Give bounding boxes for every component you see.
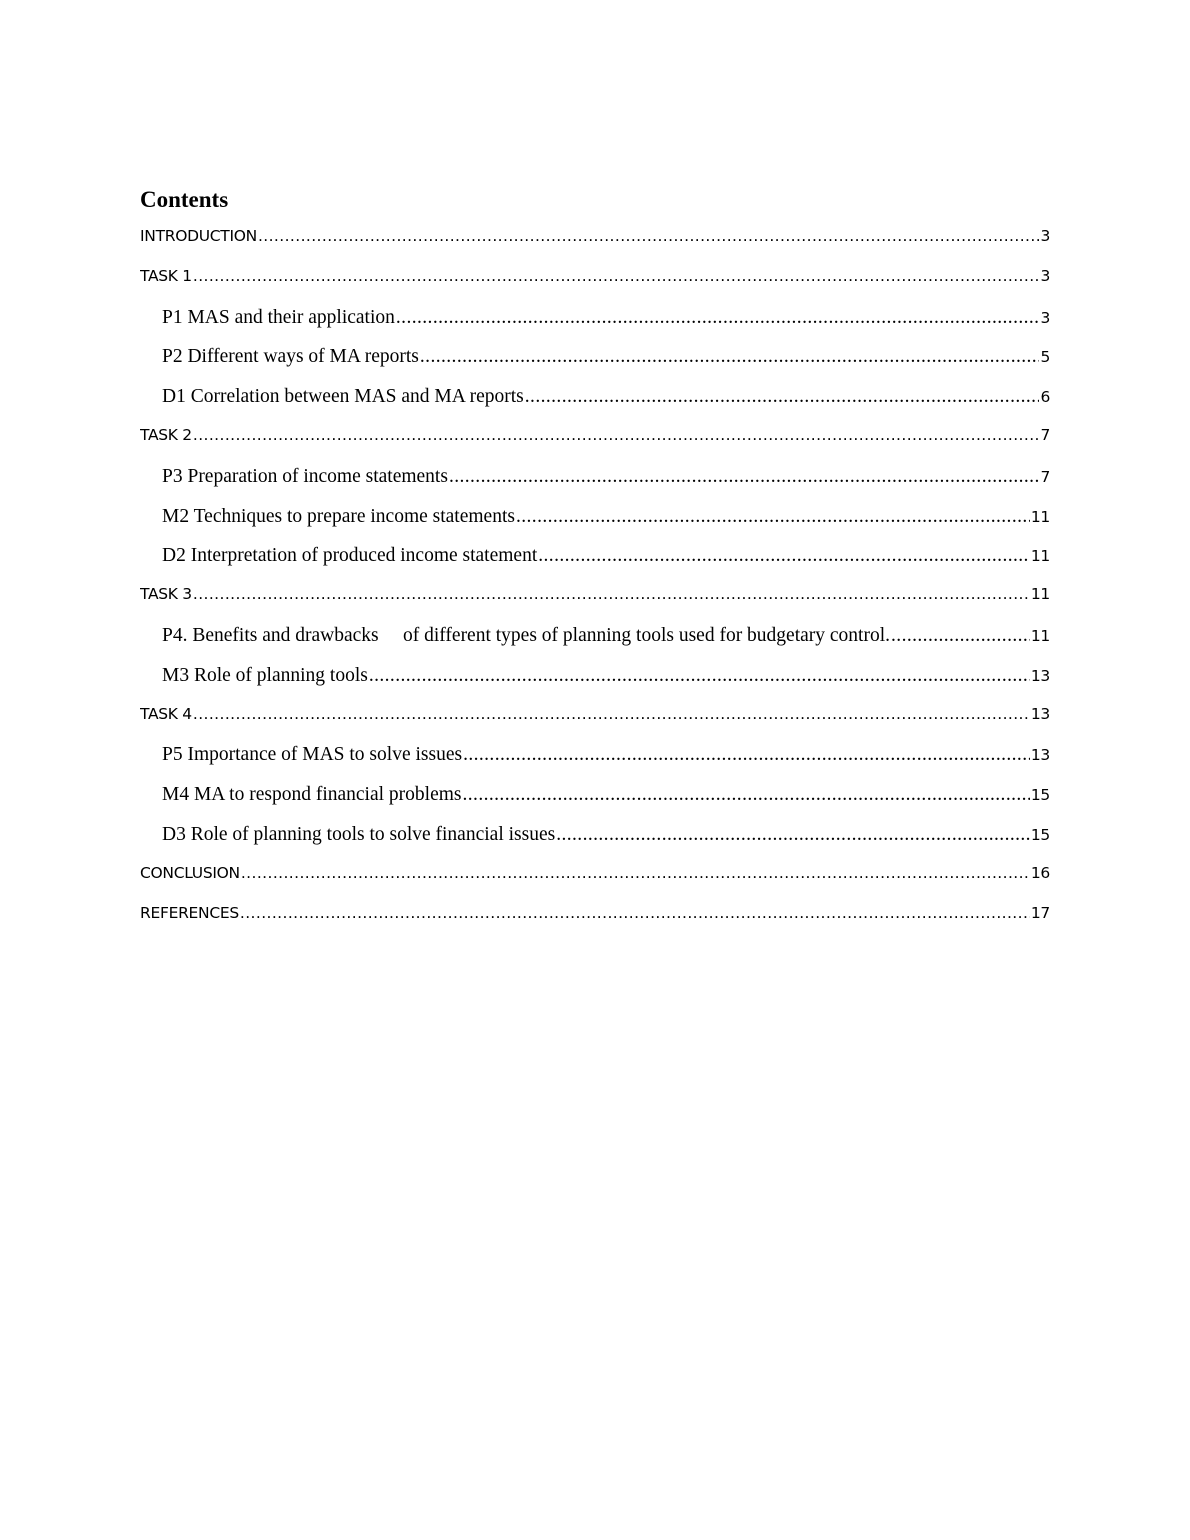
toc-entry[interactable]: [140, 864, 1050, 904]
toc-entry-title: REFERENCES: [140, 903, 239, 922]
toc-dot-leader: [193, 705, 1030, 723]
toc-dot-leader: [396, 307, 1040, 329]
toc-entry[interactable]: [140, 545, 1050, 585]
toc-page-number: 5: [1040, 348, 1050, 367]
toc-entry[interactable]: [140, 466, 1050, 506]
toc-page-number: 13: [1030, 666, 1050, 685]
toc-entry-title: CONCLUSION: [140, 863, 240, 882]
toc-dot-leader: [525, 386, 1040, 408]
toc-entry-title: TASK 3: [140, 585, 192, 604]
toc-entry[interactable]: [140, 665, 1050, 705]
toc-entry-title: TASK 4: [140, 704, 192, 723]
toc-page-number: 3: [1040, 227, 1050, 245]
toc-dot-leader: [538, 545, 1030, 567]
toc-entry-title: INTRODUCTION: [140, 227, 257, 245]
toc-dot-leader: [449, 466, 1040, 488]
toc-dot-leader: [516, 506, 1030, 528]
document-page: [140, 186, 1050, 943]
toc-dot-leader: [463, 784, 1030, 806]
toc-entry[interactable]: [140, 426, 1050, 466]
toc-entry[interactable]: [140, 585, 1050, 625]
toc-entry-title: D3 Role of planning tools to solve financial issues: [162, 823, 556, 845]
toc-dot-leader: [420, 346, 1040, 368]
toc-page-number: 7: [1040, 425, 1050, 444]
toc-page-number: 15: [1030, 786, 1050, 805]
toc-entry-title: M4 MA to respond financial problems: [162, 784, 462, 806]
toc-entry-title: P4. Benefits and drawbacks of different types of planning tools used for budgetary control.: [162, 624, 891, 646]
toc-dot-leader: [556, 824, 1030, 846]
toc-entry[interactable]: [140, 625, 1050, 665]
toc-page-number: 11: [1030, 547, 1050, 566]
toc-page-number: 11: [1030, 507, 1050, 526]
toc-page-number: 11: [1030, 585, 1050, 604]
toc-page-number: 16: [1030, 863, 1050, 882]
toc-page-number: 17: [1030, 903, 1050, 922]
toc-heading: Contents: [140, 187, 229, 212]
toc-entry[interactable]: [140, 307, 1050, 347]
toc-dot-leader: [240, 904, 1030, 922]
toc-entry-title: P3 Preparation of income statements: [162, 465, 448, 487]
toc-dot-leader: [241, 864, 1030, 882]
toc-dot-leader: [193, 267, 1040, 285]
toc-entry[interactable]: [140, 904, 1050, 944]
toc-dot-leader: [193, 585, 1030, 603]
toc-dot-leader: [193, 426, 1040, 444]
toc-dot-leader: [369, 665, 1030, 687]
toc-entry-title: P1 MAS and their application: [162, 306, 395, 328]
toc-entry[interactable]: [140, 386, 1050, 426]
toc-entry[interactable]: [140, 824, 1050, 864]
toc-entry[interactable]: [140, 227, 1050, 267]
toc-entry[interactable]: [140, 744, 1050, 784]
toc-entry-title: M3 Role of planning tools: [162, 664, 368, 686]
toc-entry[interactable]: [140, 346, 1050, 386]
toc-entry[interactable]: [140, 705, 1050, 745]
toc-page-number: 13: [1030, 746, 1050, 765]
toc-dot-leader: [891, 625, 1030, 647]
toc-page-number: 15: [1030, 825, 1050, 844]
toc-entry-title: P5 Importance of MAS to solve issues: [162, 744, 463, 766]
toc-entry-title: M2 Techniques to prepare income statements: [162, 505, 515, 527]
toc-entry-title: D2 Interpretation of produced income statement: [162, 545, 538, 567]
toc-entry-title: TASK 1: [140, 266, 192, 285]
toc-page-number: 13: [1030, 704, 1050, 723]
toc-entry-title: D1 Correlation between MAS and MA reports: [162, 386, 524, 408]
toc-page-number: 11: [1030, 626, 1050, 645]
toc-entry-title: TASK 2: [140, 425, 192, 444]
toc-dot-leader: [463, 744, 1030, 766]
toc-entry[interactable]: [140, 267, 1050, 307]
toc-page-number: 3: [1040, 266, 1050, 285]
toc-dot-leader: [258, 227, 1039, 245]
toc-entry-title: P2 Different ways of MA reports: [162, 346, 419, 368]
toc-page-number: 7: [1040, 467, 1050, 486]
toc-entry[interactable]: [140, 784, 1050, 824]
toc-page-number: 6: [1040, 388, 1050, 407]
table-of-contents: [140, 227, 1050, 943]
toc-page-number: 3: [1040, 308, 1050, 327]
toc-entry[interactable]: [140, 506, 1050, 546]
